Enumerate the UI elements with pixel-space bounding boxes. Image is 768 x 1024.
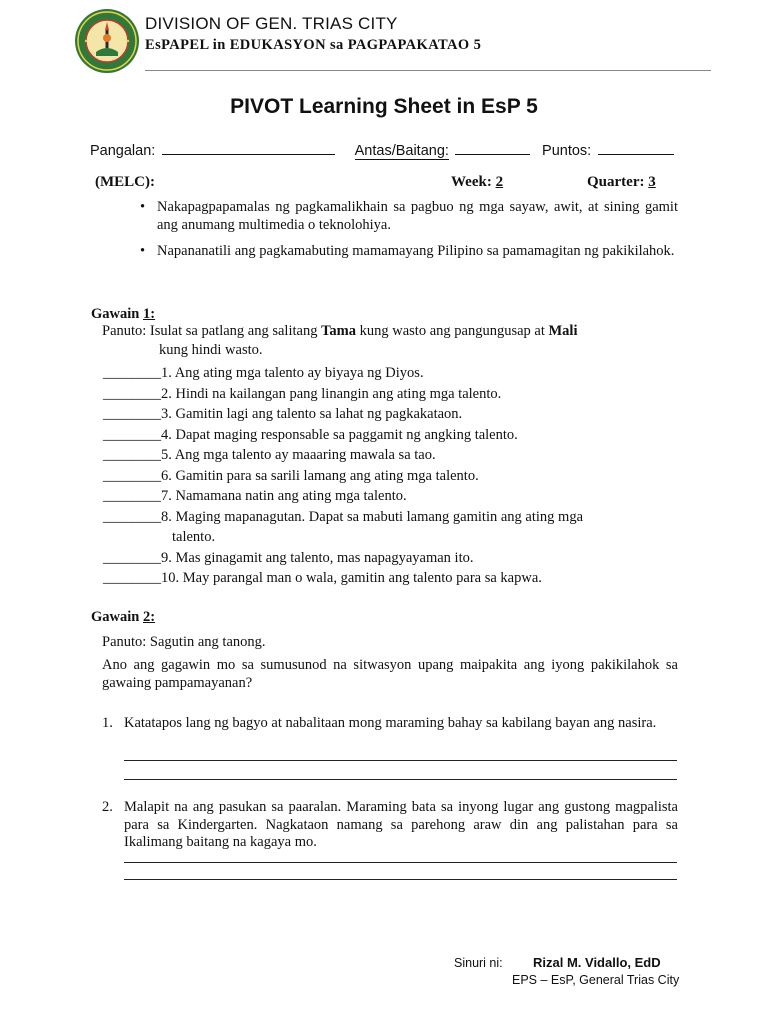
melc-competencies xyxy=(140,198,678,268)
answer-line[interactable] xyxy=(124,779,677,780)
student-info-row xyxy=(90,140,674,159)
melc-bullet: • Nakapagpapamalas ng pagkamalikhain sa pagbuo ng mga sayaw, awit, at sining gamit ang anumang multimedia o teknolohiya. xyxy=(140,199,678,233)
melc-label: (MELC): xyxy=(95,174,155,190)
answer-line[interactable] xyxy=(124,862,677,863)
quarter-label: Quarter: xyxy=(587,174,645,190)
true-false-item-1[interactable]: ________1. Ang ating mga talento ay biyaya ng Diyos. xyxy=(103,365,424,381)
gawain-2-heading: Gawain 2: xyxy=(91,609,156,625)
bullet-icon: • xyxy=(140,243,146,259)
reviewer-position: EPS – EsP, General Trias City xyxy=(512,973,680,987)
melc-bullet: • Napananatili ang pagkamabuting mamamayang Pilipino sa pamamagitan ng pakikilahok. xyxy=(140,243,675,259)
quarter-info xyxy=(587,174,656,191)
week-info xyxy=(451,174,503,191)
header-divider xyxy=(145,70,711,71)
name-label: Pangalan: xyxy=(90,143,156,159)
question-2-number: 2. xyxy=(102,799,113,815)
reviewed-by-label: Sinuri ni: xyxy=(454,956,503,970)
true-false-item-3[interactable]: ________3. Gamitin lagi ang talento sa lahat ng pagkakataon. xyxy=(103,406,463,422)
page-title: PIVOT Learning Sheet in EsP 5 xyxy=(230,95,538,118)
division-seal-logo xyxy=(74,8,140,74)
true-false-item-9[interactable]: ________9. Mas ginagamit ang talento, mas napagyayaman ito. xyxy=(103,550,474,566)
quarter-value: 3 xyxy=(648,174,656,190)
grade-label: Antas/Baitang: xyxy=(354,143,449,159)
bullet-icon: • xyxy=(140,199,146,215)
question-1-number: 1. xyxy=(102,715,113,731)
gawain-1-instructions: Panuto: Isulat sa patlang ang salitang Tama kung wasto ang pangungusap at Mali xyxy=(102,323,578,339)
answer-line[interactable] xyxy=(124,879,677,880)
score-field[interactable] xyxy=(598,140,674,155)
gawain-2-prompt: Ano ang gagawin mo sa sumusunod na sitwasyon upang maipakita ang iyong pakikilahok sa gawaing pampamayanan? xyxy=(102,657,678,691)
true-false-item-5[interactable]: ________5. Ang mga talento ay maaaring mawala sa tao. xyxy=(103,447,436,463)
true-false-item-10[interactable]: ________10. May parangal man o wala, gamitin ang talento para sa kapwa. xyxy=(103,570,542,586)
true-false-item-8-cont: talento. xyxy=(172,529,216,545)
gawain-1-heading: Gawain 1: xyxy=(91,306,156,322)
gawain-1-instructions-cont: kung hindi wasto. xyxy=(159,342,263,358)
true-false-item-7[interactable]: ________7. Namamana natin ang ating mga talento. xyxy=(103,488,407,504)
answer-line[interactable] xyxy=(124,760,677,761)
name-field[interactable] xyxy=(162,140,335,155)
question-2-text: Malapit na ang pasukan sa paaralan. Maraming bata sa inyong lugar ang gustong magpalista para sa Kindergarten. Nagkataon namang sa parehong araw din ang palistahan para sa Ikalimang baitang na kagaya mo. xyxy=(124,799,678,850)
question-1-text: Katatapos lang ng bagyo at nabalitaan mong maraming bahay sa kabilang bayan ang nasira. xyxy=(124,715,657,731)
score-label: Puntos: xyxy=(542,143,592,159)
week-label: Week: xyxy=(451,174,492,190)
reviewer-name: Rizal M. Vidallo, EdD xyxy=(533,955,661,970)
week-value: 2 xyxy=(495,174,504,190)
true-false-item-4[interactable]: ________4. Dapat maging responsable sa paggamit ng angking talento. xyxy=(103,427,518,443)
true-false-item-6[interactable]: ________6. Gamitin para sa sarili lamang ang ating mga talento. xyxy=(103,468,479,484)
true-false-item-8[interactable]: ________8. Maging mapanagutan. Dapat sa mabuti lamang gamitin ang ating mga xyxy=(103,509,584,525)
division-name: DIVISION OF GEN. TRIAS CITY xyxy=(145,14,398,33)
gawain-2-instructions: Panuto: Sagutin ang tanong. xyxy=(102,634,266,650)
subject-name: EsPAPEL in EDUKASYON sa PAGPAPAKATAO 5 xyxy=(145,37,482,53)
grade-field[interactable] xyxy=(455,140,530,155)
true-false-item-2[interactable]: ________2. Hindi na kailangan pang linangin ang ating mga talento. xyxy=(103,386,502,402)
